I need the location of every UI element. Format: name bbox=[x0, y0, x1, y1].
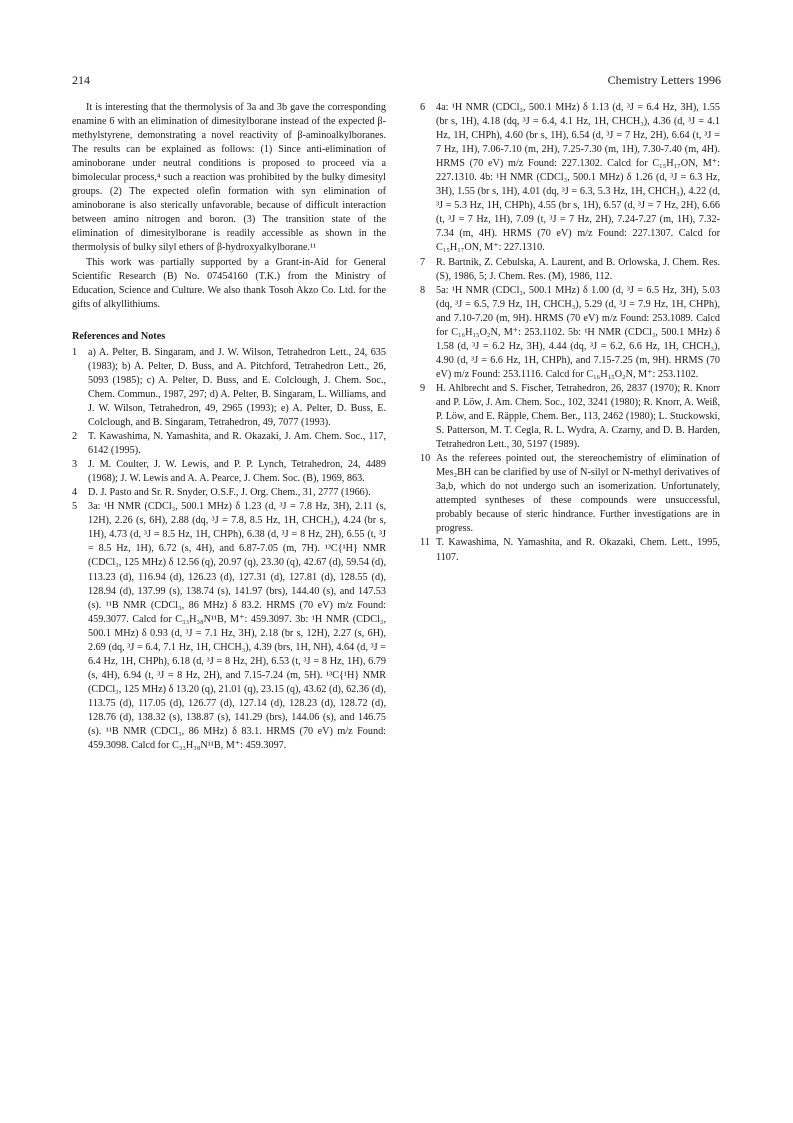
reference-item bbox=[420, 284, 720, 382]
reference-text: D. J. Pasto and Sr. R. Snyder, O.S.F., J. Org. Chem., 31, 2777 (1966). bbox=[88, 487, 371, 499]
page-number: 214 bbox=[72, 73, 90, 87]
reference-item bbox=[72, 346, 386, 430]
journal-header: Chemistry Letters 1996 bbox=[607, 73, 721, 87]
reference-number: 2 bbox=[72, 431, 78, 443]
reference-number: 6 bbox=[420, 102, 426, 113]
reference-text: 4a: ¹H NMR (CDCl₃, 500.1 MHz) δ 1.13 (d, ³J = 6.4 Hz, 3H), 1.55 (br s, 1H), 4.18 (dq, ³J = 6.4, 4.1 Hz, 1H, CHCH₃), 4.36 (d, ³J = 4.1 Hz, 1H, CHPh), 4.60 (br s, 1H), 6.54 (d, ³J = 7 Hz, 2H), 6.64 (t, ³J = 7 Hz, 1H), 7.06-7.10 (m, 2H), 7.25-7.30 (m, 1H), 7.30-7.40 (m, 4H). HRMS (70 eV) m/z Found: 227.1302. Calcd for C₁₅H₁₇ON, M⁺: 227.1310. 4b: ¹H NMR (CDCl₃, 500.1 MHz) δ 1.26 (d, ³J = 6.3 Hz, 3H), 1.55 (br s, 1H), 4.01 (dq, ³J = 6.3, 5.3 Hz, 1H, CHCH₃), 4.22 (d, ³J = 5.3 Hz, 1H, CHPh), 4.55 (br s, 1H), 6.57 (d, ³J = 7 Hz, 2H), 6.66 (t, ³J = 7 Hz, 1H), 7.09 (t, ³J = 7 Hz, 2H), 7.24-7.27 (m, 1H), 7.32-7.34 (m, 4H). HRMS (70 eV) m/z Found: 227.1307. Calcd for C₁₅H₁₇ON, M⁺: 227.1310. bbox=[436, 102, 720, 254]
reference-text: a) A. Pelter, B. Singaram, and J. W. Wilson, Tetrahedron Lett., 24, 635 (1983); b) A. Pelter, D. Buss, and A. Pitchford, Tetrahedron Lett., 26, 5093 (1985); c) A. Pelter, D. Buss, and E. Colclough, J. Chem. Soc., Chem. Commun., 1987, 297; d) A. Pelter, B. Singaram, L. Williams, and J. W. Wilson, Tetrahedron, 49, 2965 (1993); e) A. Pelter, D. Buss, E. Colclough, and B. Singaram, Tetrahedron, 49, 7077 (1993). bbox=[88, 346, 386, 428]
reference-item bbox=[72, 430, 386, 458]
reference-text: 5a: ¹H NMR (CDCl₃, 500.1 MHz) δ 1.00 (d, ³J = 6.5 Hz, 3H), 5.03 (dq, ³J = 6.5, 7.9 Hz, 1H, CHCH₃), 5.29 (d, ³J = 7.9 Hz, 1H, CHPh), and 7.10-7.20 (m, 9H). HRMS (70 eV) m/z Found: 253.1089. Calcd for C₁₆H₁₅O₂N, M⁺: 253.1102. 5b: ¹H NMR (CDCl₃, 500.1 MHz) δ 1.58 (d, ³J = 6.2 Hz, 3H), 4.44 (dq, ³J = 6.2, 6.6 Hz, 1H, CHCH₃), 4.90 (d, ³J = 6.6 Hz, 1H, CHPh), and 7.15-7.25 (m, 9H). HRMS (70 eV) m/z Found: 253.1116. Calcd for C₁₆H₁₅O₂N, M⁺: 253.1102. bbox=[436, 284, 720, 380]
reference-text: T. Kawashima, N. Yamashita, and R. Okazaki, J. Am. Chem. Soc., 117, 6142 (1995). bbox=[88, 431, 386, 457]
reference-number: 5 bbox=[72, 501, 78, 513]
body-paragraph: It is interesting that the thermolysis of 3a and 3b gave the corresponding enamine 6 with an elimination of dimesitylborane instead of the expected β-methylstyrene, demonstrating a novel reactivity of β-aminoalkylboranes. The results can be explained as follows: (1) Since anti-elimination of aminoborane under neutral conditions is proposed to proceed via a bimolecular process,⁴ such a reaction was prohibited by the bulky dimesityl groups. (2) The expected olefin formation with syn elimination of aminoborane is also sterically unfavorable, because of difficult interaction between amino nitrogen and boron. (3) The transition state of the elimination of dimesitylborane is readily accessible as shown in the thermolysis of bulky silyl ethers of β-hydroxyalkylborane.¹¹ bbox=[72, 102, 386, 254]
references-heading: References and Notes bbox=[72, 330, 166, 342]
right-column bbox=[420, 101, 720, 565]
reference-item bbox=[420, 256, 720, 284]
reference-text: T. Kawashima, N. Yamashita, and R. Okazaki, Chem. Lett., 1995, 1107. bbox=[436, 537, 720, 563]
reference-number: 10 bbox=[420, 453, 431, 465]
reference-item bbox=[72, 486, 386, 500]
reference-text: As the referees pointed out, the stereochemistry of elimination of Mes₂BH can be clarified by use of N-silyl or N-methyl derivatives of 3a,b, which do not undergo such an isomerization. Unfortunately, attempted syntheses of these compounds were unsuccessful, probably because of steric hindrance. Further investigations are in progress. bbox=[436, 453, 720, 535]
reference-number: 3 bbox=[72, 459, 78, 471]
reference-number: 9 bbox=[420, 382, 426, 394]
reference-text: 3a: ¹H NMR (CDCl₃, 500.1 MHz) δ 1.23 (d, ³J = 7.8 Hz, 3H), 2.11 (s, 12H), 2.26 (s, 6H), 2.88 (dq, ³J = 7.8, 8.5 Hz, 1H, CHCH₃), 4.24 (br s, 1H), 4.73 (d, ³J = 8.5 Hz, 1H, CHPh), 6.38 (d, ³J = 8 Hz, 2H), 6.55 (t, ³J = 8.5 Hz, 1H), 6.72 (s, 4H), and 6.87-7.05 (m, 7H). ¹³C{¹H} NMR (CDCl₃, 125 MHz) δ 12.56 (q), 20.97 (q), 23.30 (q), 42.67 (d), 59.54 (d), 113.23 (d), 116.94 (d), 126.23 (d), 127.31 (d), 127.81 (d), 128.55 (d), 128.94 (d), 137.99 (s), 138.74 (s), 141.97 (brs), 144.40 (s), and 147.53 (s). ¹¹B NMR (CDCl₃, 86 MHz) δ 83.2. HRMS (70 eV) m/z Found: 459.3077. Calcd for C₃₃H₃₈N¹¹B, M⁺: 459.3097. 3b: ¹H NMR (CDCl₃, 500.1 MHz) δ 0.93 (d, ³J = 7.1 Hz, 3H), 2.18 (br s, 12H), 2.27 (s, 6H), 2.69 (dq, ³J = 6.4, 7.1 Hz, 1H, CHCH₃), 4.39 (brs, 1H, NH), 4.64 (d, ³J = 6.4 Hz, 1H, CHPh), 6.18 (d, ³J = 8 Hz, 2H), 6.53 (t, ³J = 8 Hz, 1H), 6.79 (s, 4H), 6.94 (t, ³J = 8 Hz, 2H), and 7.15-7.24 (m, 5H). ¹³C{¹H} NMR (CDCl₃, 125 MHz) δ 13.20 (q), 21.01 (q), 23.15 (q), 43.62 (d), 62.36 (d), 113.75 (d), 117.05 (d), 126.77 (d), 127.14 (d), 128.23 (d), 128.72 (d), 128.76 (d), 138.32 (s), 138.87 (s), 141.29 (brs), 144.06 (s), and 146.75 (s). ¹¹B NMR (CDCl₃, 86 MHz) δ 83.1. HRMS (70 eV) m/z Found: 459.3098. Calcd for C₃₃H₃₈N¹¹B, M⁺: 459.3097. bbox=[88, 501, 386, 752]
reference-number: 11 bbox=[420, 537, 430, 549]
reference-number: 7 bbox=[420, 256, 426, 268]
reference-item bbox=[420, 452, 720, 536]
acknowledgment-paragraph: This work was partially supported by a Grant-in-Aid for General Scientific Research (B) No. 07454160 (T.K.) from the Ministry of Education, Science and Culture. We also thank Tosoh Akzo Co. Ltd. for the gifts of alkyllithiums. bbox=[72, 256, 386, 310]
reference-item bbox=[420, 382, 720, 452]
reference-item bbox=[420, 101, 720, 256]
reference-item bbox=[420, 536, 720, 564]
left-column bbox=[72, 101, 386, 753]
reference-number: 8 bbox=[420, 284, 426, 296]
reference-number: 4 bbox=[72, 487, 78, 499]
reference-number: 1 bbox=[72, 346, 78, 358]
reference-text: J. M. Coulter, J. W. Lewis, and P. P. Lynch, Tetrahedron, 24, 4489 (1968); J. W. Lewis and A. A. Pearce, J. Chem. Soc. (B), 1969, 863. bbox=[88, 459, 386, 485]
reference-item bbox=[72, 500, 386, 753]
reference-item bbox=[72, 458, 386, 486]
reference-text: R. Bartnik, Z. Cebulska, A. Laurent, and B. Orlowska, J. Chem. Res. (S), 1986, 5; J. Chem. Res. (M), 1986, 112. bbox=[436, 256, 720, 282]
reference-text: H. Ahlbrecht and S. Fischer, Tetrahedron, 26, 2837 (1970); R. Knorr and P. Löw, J. Am. Chem. Soc., 102, 3241 (1980); R. Knorr, A. Weiß, P. Löw, and E. Räpple, Chem. Ber., 113, 2462 (1980); L. Stuckowski, S. Patterson, M. T. Cegla, R. L. Wydra, A. Czarny, and D. B. Harden, Tetrahedron Lett., 30, 5197 (1989). bbox=[436, 382, 720, 451]
